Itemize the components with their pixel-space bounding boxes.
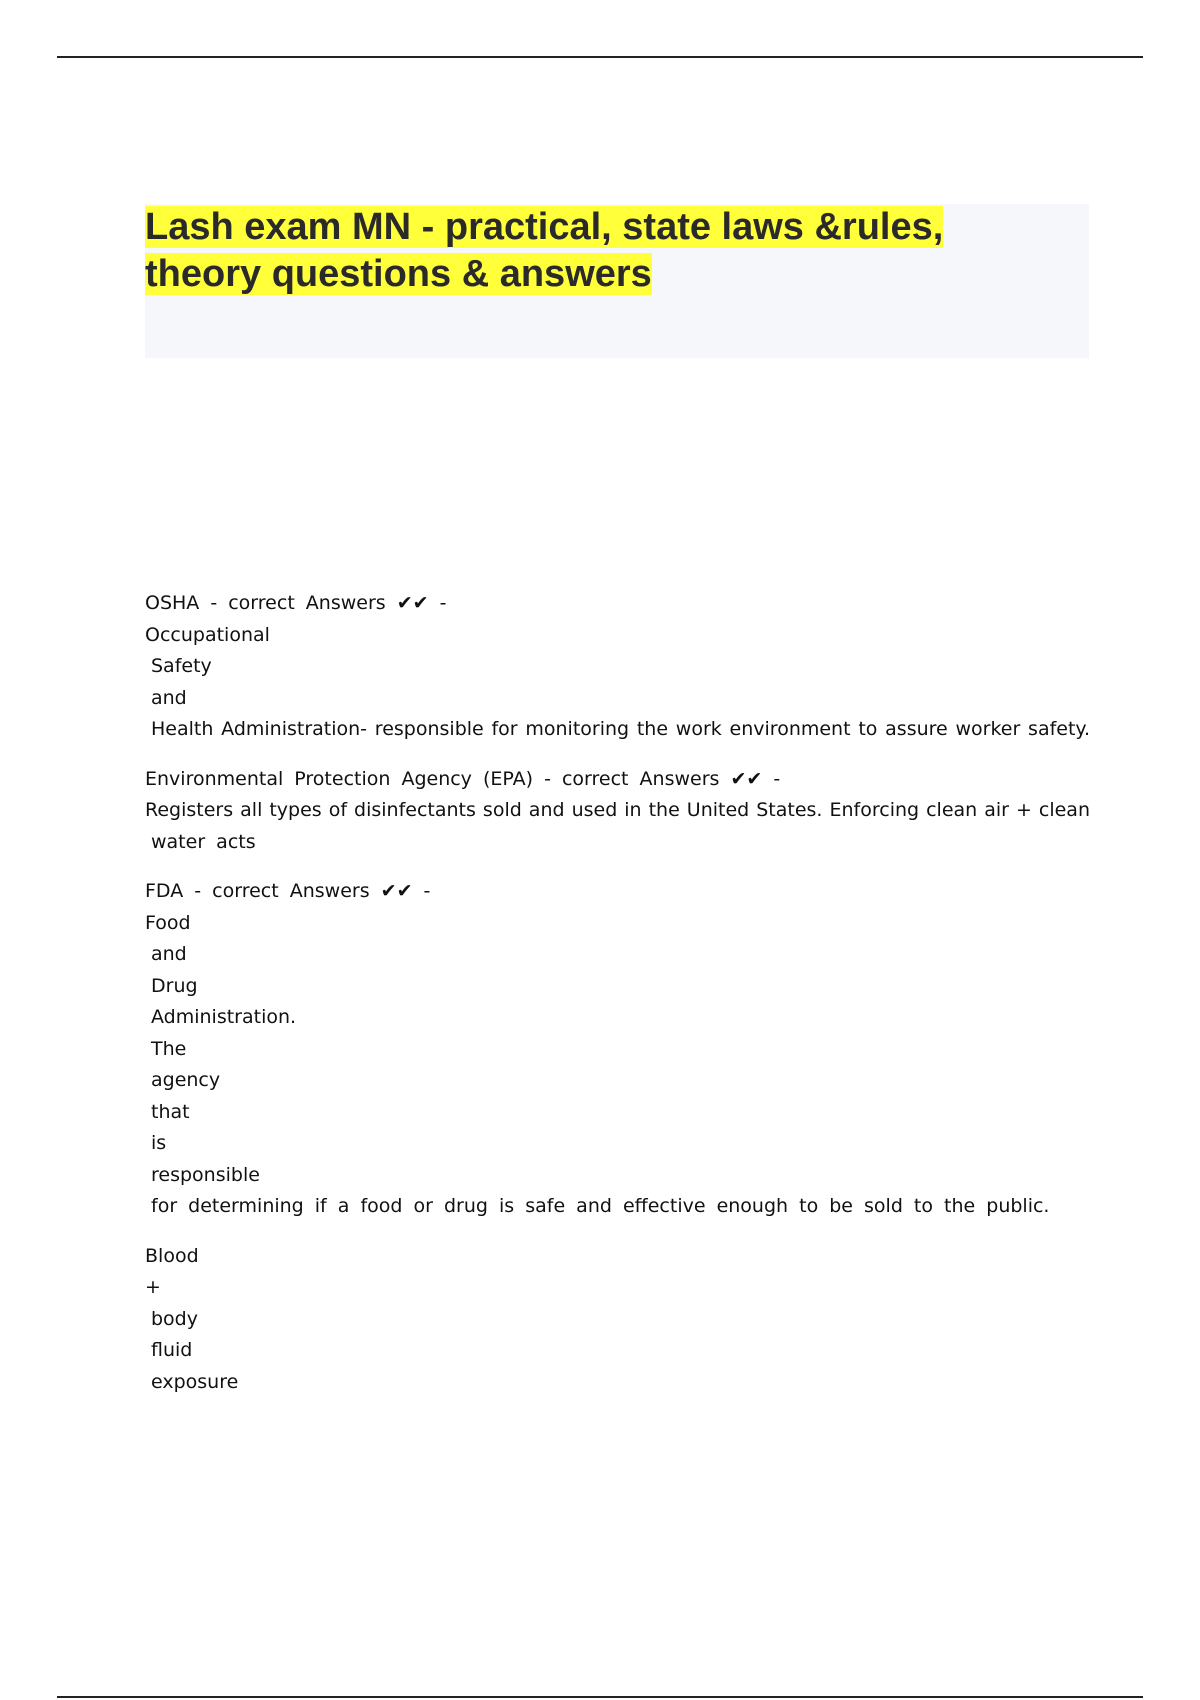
title-line-1: Lash exam MN - practical, state laws &rules, [145,206,944,248]
title-block [145,204,1089,358]
answer-line: Registers all types of disinfectants sold and used in the United States. Enforcing clean air + clean [145,799,1090,821]
document-title [145,204,1089,298]
question-line: + [145,1276,161,1298]
answer-line: The [151,1037,187,1060]
question-line: Environmental Protection Agency (EPA) - correct Answers ✔✔ - [145,767,781,790]
answer-line: water acts [151,830,256,853]
qa-item-fda [145,876,1090,1223]
question-line: fluid [151,1339,193,1361]
answer-line: agency [151,1069,221,1091]
bottom-divider [57,1696,1143,1698]
top-divider [57,56,1143,58]
answer-line: that [151,1100,190,1123]
question-line: exposure [151,1370,239,1393]
answer-line: Safety [151,655,212,677]
answer-line: Food [145,911,191,934]
answer-line: Occupational [145,623,270,646]
question-line: Blood [145,1244,199,1267]
qa-list [145,588,1090,1416]
answer-line: Drug [151,974,198,997]
qa-item-blood [145,1241,1090,1399]
answer-line: and [151,686,187,709]
title-line-2: theory questions & answers [145,253,652,295]
question-line: OSHA - correct Answers ✔✔ - [145,592,447,614]
answer-line: for determining if a food or drug is safe and effective enough to be sold to the public. [151,1195,1050,1217]
answer-line: is [151,1132,167,1154]
qa-item-epa [145,764,1090,859]
answer-line: responsible [151,1163,260,1186]
question-line: body [151,1307,198,1330]
answer-line: Administration. [151,1006,297,1028]
qa-item-osha [145,588,1090,746]
question-line: FDA - correct Answers ✔✔ - [145,880,431,902]
answer-line: Health Administration- responsible for monitoring the work environment to assure worker safety. [151,718,1090,740]
answer-line: and [151,943,187,965]
